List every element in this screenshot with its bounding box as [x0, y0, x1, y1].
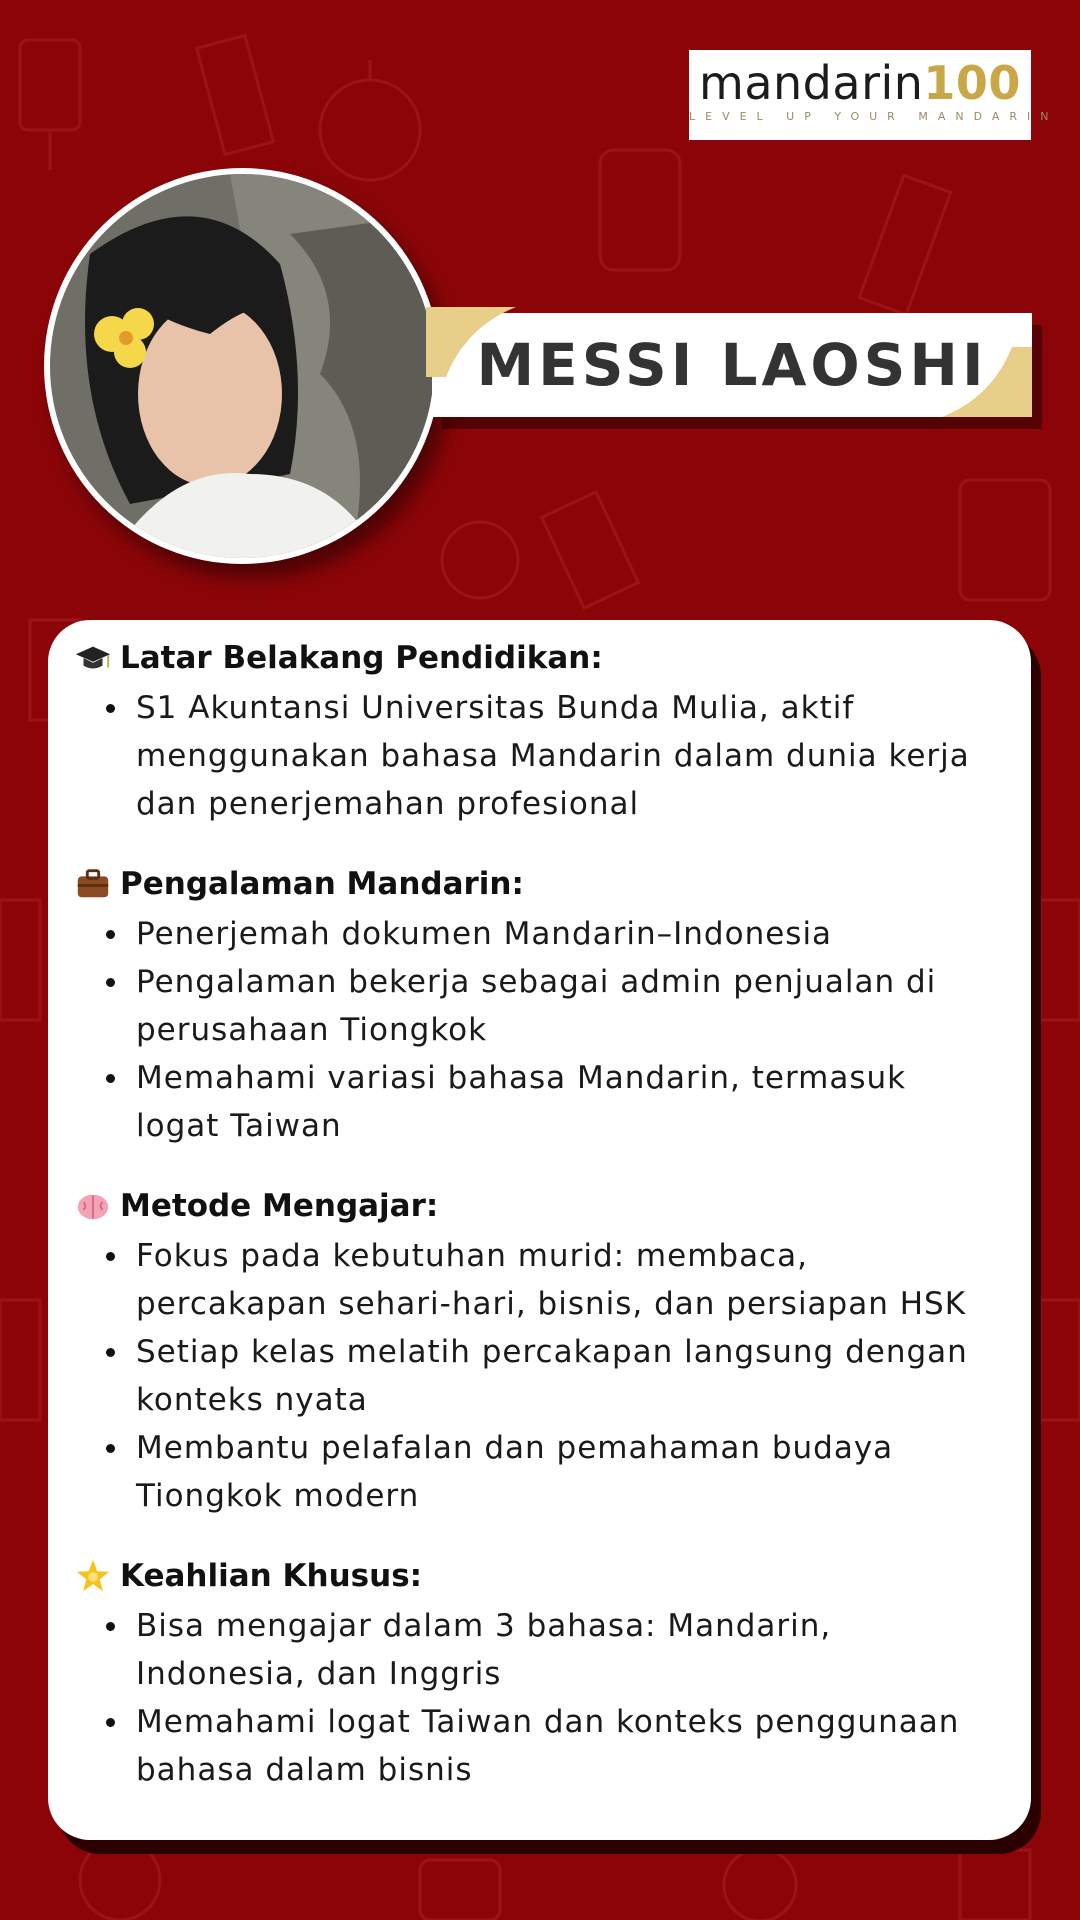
teacher-name-banner	[432, 313, 1032, 417]
logo-tagline: LEVEL UP YOUR MANDARIN	[689, 110, 1059, 123]
section-heading	[74, 858, 997, 910]
list-item: Membantu pelafalan dan pemahaman budaya Tiongkok modern	[104, 1424, 997, 1520]
section-title: Keahlian Khusus:	[120, 1558, 423, 1594]
logo-word-main: mandarin	[699, 56, 924, 110]
section-teaching-method	[74, 1180, 997, 1520]
section-title: Pengalaman Mandarin:	[120, 866, 524, 902]
section-education	[74, 632, 997, 828]
list-item: Fokus pada kebutuhan murid: membaca, percakapan sehari-hari, bisnis, dan persiapan HSK	[104, 1232, 997, 1328]
brand-logo	[689, 50, 1059, 140]
glowing-star-icon	[74, 1557, 112, 1595]
briefcase-icon	[74, 865, 112, 903]
list-item: Memahami logat Taiwan dan konteks penggunaan bahasa dalam bisnis	[104, 1698, 997, 1794]
list-item: S1 Akuntansi Universitas Bunda Mulia, aktif menggunakan bahasa Mandarin dalam dunia kerja dan penerjemahan profesional	[104, 684, 997, 828]
teacher-name: MESSI LAOSHI	[476, 331, 988, 399]
list-item: Memahami variasi bahasa Mandarin, termasuk logat Taiwan	[104, 1054, 997, 1150]
teacher-info-card	[48, 620, 1031, 1840]
logo-word-accent: 100	[923, 56, 1021, 110]
teacher-photo	[44, 168, 440, 564]
graduation-cap-icon	[74, 639, 112, 677]
logo-wordmark	[689, 56, 1031, 110]
section-title: Metode Mengajar:	[120, 1188, 439, 1224]
teacher-portrait-image	[50, 174, 434, 558]
section-heading	[74, 1180, 997, 1232]
list-item: Bisa mengajar dalam 3 bahasa: Mandarin, Indonesia, dan Inggris	[104, 1602, 997, 1698]
section-heading	[74, 632, 997, 684]
list-item: Setiap kelas melatih percakapan langsung dengan konteks nyata	[104, 1328, 997, 1424]
section-title: Latar Belakang Pendidikan:	[120, 640, 603, 676]
list-item: Penerjemah dokumen Mandarin–Indonesia	[104, 910, 997, 958]
brain-icon	[74, 1187, 112, 1225]
section-special-skills	[74, 1550, 997, 1794]
section-heading	[74, 1550, 997, 1602]
section-experience	[74, 858, 997, 1150]
list-item: Pengalaman bekerja sebagai admin penjualan di perusahaan Tiongkok	[104, 958, 997, 1054]
